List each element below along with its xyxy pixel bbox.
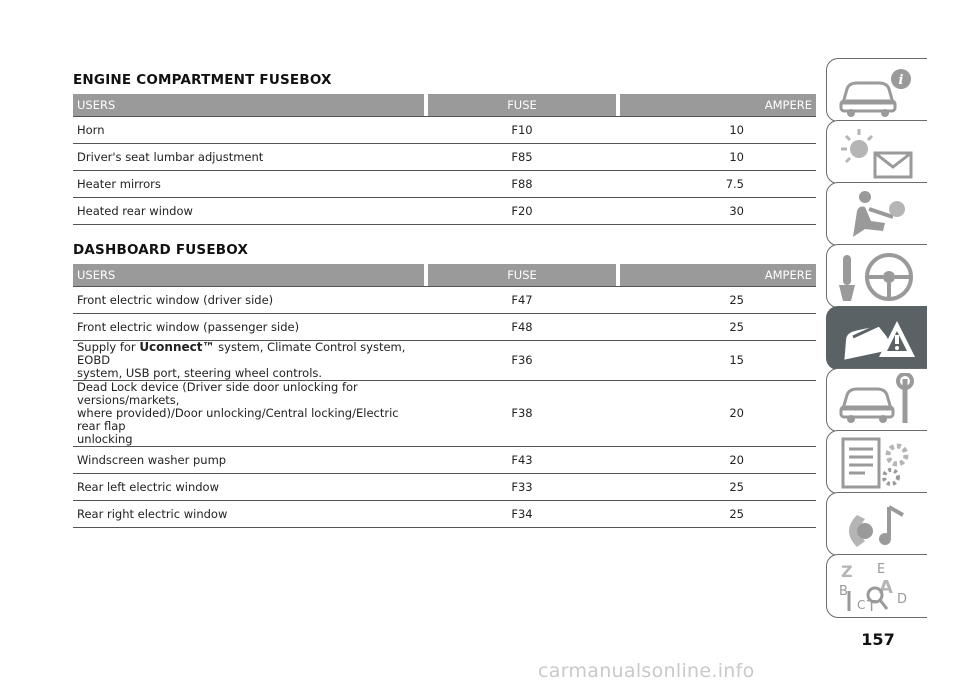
cell-fuse: F88 [428,171,616,198]
index-letter-b: B [839,584,848,599]
cell-users: Heater mirrors [73,171,424,198]
table-row [73,171,816,198]
cell-users: Heated rear window [73,198,424,225]
cell-fuse: F48 [428,314,616,341]
cell-ampere: 20 [620,381,816,447]
dashboard-fusebox-table [73,264,816,528]
cell-users: Windscreen washer pump [73,447,424,474]
header-users: USERS [73,264,424,287]
index-letter-a: A [879,577,893,598]
tab-safety[interactable] [826,182,927,246]
tab-technical-specs[interactable] [826,430,927,494]
lights-message-icon [835,125,921,181]
cell-ampere: 30 [620,198,816,225]
multimedia-icon [835,497,921,553]
watermark: carmanualsonline.info [538,660,755,682]
cell-fuse: F10 [428,117,616,144]
header-ampere: AMPERE [620,264,816,287]
cell-users: Driver's seat lumbar adjustment [73,144,424,171]
key-steering-icon [835,249,921,305]
tab-maintenance[interactable] [826,368,927,432]
cell-users: Horn [73,117,424,144]
cell-fuse: F38 [428,381,616,447]
table-row [73,447,816,474]
car-info-icon [835,63,921,119]
cell-users: Front electric window (passenger side) [73,314,424,341]
tab-lights-messages[interactable] [826,120,927,184]
page-content [73,72,816,528]
cell-users-line1: Dead Lock device (Driver side door unlocking for versions/markets, [77,380,358,407]
table-row [73,381,816,447]
cell-fuse: F20 [428,198,616,225]
cell-ampere: 20 [620,447,816,474]
table-header-row [73,94,816,117]
page-number: 157 [861,630,895,649]
table-row [73,314,816,341]
cell-fuse: F33 [428,474,616,501]
table-row [73,198,816,225]
cell-users: Rear left electric window [73,474,424,501]
cell-ampere: 25 [620,314,816,341]
index-letter-z: Z [841,562,853,581]
alphabetical-index-icon [835,559,921,615]
index-letter-e: E [877,562,886,577]
header-fuse: FUSE [428,94,616,117]
cell-ampere: 7.5 [620,171,816,198]
tab-multimedia[interactable] [826,492,927,556]
table-row [73,117,816,144]
cell-ampere: 25 [620,287,816,314]
engine-fusebox-table [73,94,816,225]
cell-fuse: F43 [428,447,616,474]
cell-ampere: 25 [620,501,816,528]
seat-airbag-icon [835,187,921,243]
table-row [73,501,816,528]
header-fuse: FUSE [428,264,616,287]
table-header-row [73,264,816,287]
tab-index[interactable] [826,554,927,618]
cell-users-prefix: Supply for [77,340,140,354]
header-ampere: AMPERE [620,94,816,117]
cell-fuse: F47 [428,287,616,314]
index-letter-t: T [867,597,877,615]
tab-car-info[interactable] [826,58,927,122]
section-title-engine: ENGINE COMPARTMENT FUSEBOX [73,72,332,88]
technical-data-icon [835,435,921,491]
cell-fuse: F36 [428,341,616,381]
header-users: USERS [73,94,424,117]
maintenance-wrench-icon [835,373,921,429]
table-row [73,144,816,171]
cell-ampere: 10 [620,117,816,144]
index-letter-c: C [857,598,866,612]
table-row [73,287,816,314]
emergency-warning-icon [835,311,921,367]
cell-users [73,381,424,447]
cell-users-line2: system, USB port, steering wheel controls. [77,366,323,380]
svg-text:i: i [898,73,904,88]
tab-emergency[interactable] [826,306,927,370]
index-letter-d: D [897,592,908,607]
uconnect-brand: Uconnect™ [139,340,215,354]
section-title-dashboard: DASHBOARD FUSEBOX [73,242,249,258]
cell-users-line2: where provided)/Door unlocking/Central locking/Electric rear flap [77,406,399,433]
cell-users: Rear right electric window [73,501,424,528]
cell-ampere: 10 [620,144,816,171]
cell-ampere: 15 [620,341,816,381]
tab-starting-driving[interactable] [826,244,927,308]
cell-fuse: F34 [428,501,616,528]
cell-users [73,341,424,381]
table-row [73,341,816,381]
cell-fuse: F85 [428,144,616,171]
table-row [73,474,816,501]
cell-ampere: 25 [620,474,816,501]
cell-users-line3: unlocking [77,432,133,446]
cell-users: Front electric window (driver side) [73,287,424,314]
cell-users-line1: system, Climate Control system, EOBD [77,340,406,367]
